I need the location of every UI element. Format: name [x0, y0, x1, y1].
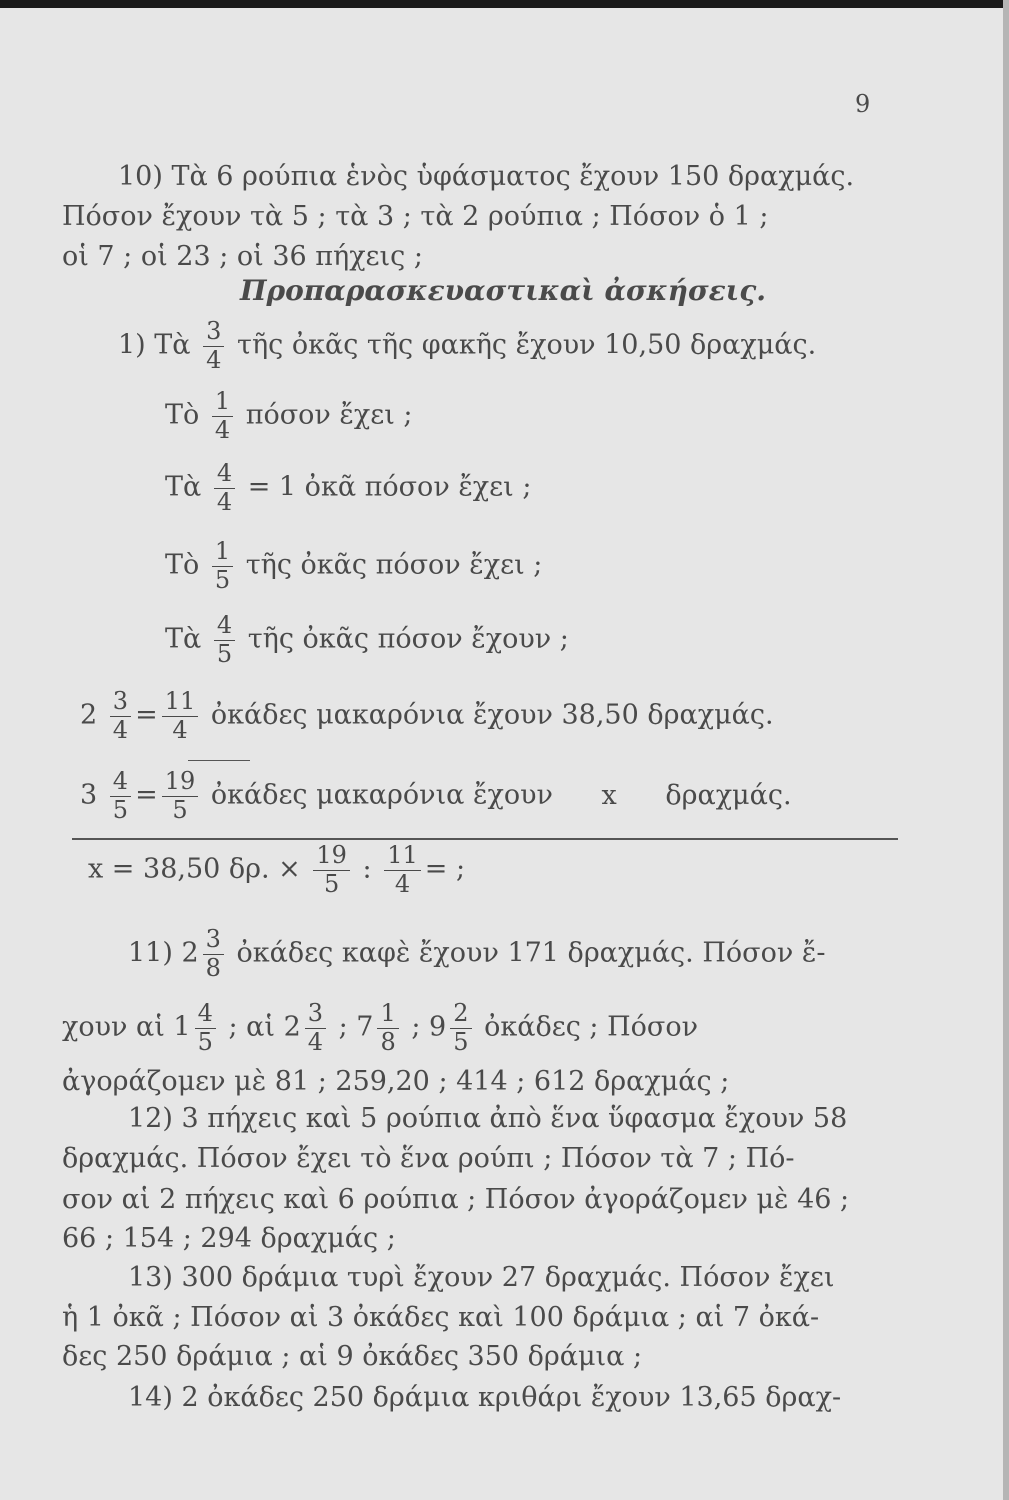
problem-11-prefix: 11) 2	[128, 937, 199, 969]
problem-11-line-2	[62, 1000, 698, 1056]
whole-number: 2	[80, 699, 98, 731]
page-number: 9	[855, 90, 871, 118]
exercise-3-text: = 1 ὀκᾶ πόσον ἔχει ;	[247, 471, 532, 503]
fraction	[313, 842, 350, 898]
equation-1: 2 $\frac{3}{4}$ = $\frac{11}{4}$ ὀκάδες μακαρόνια ἔχουν 38,50 δραχμάς.	[80, 687, 774, 744]
fraction	[384, 842, 421, 898]
equation-1-text: ὀκάδες μακαρόνια ἔχουν 38,50 δραχμάς.	[210, 699, 774, 731]
exercise-4-prefix: Τὸ	[165, 549, 200, 581]
exercise-4	[165, 538, 542, 594]
whole-number: 3	[80, 779, 98, 811]
denominator: 5	[112, 795, 129, 824]
unknown-x: x	[601, 779, 617, 811]
divider-rule	[72, 838, 898, 840]
exercise-3	[165, 460, 531, 516]
denominator: 5	[453, 1027, 469, 1056]
exercise-5-prefix: Τὰ	[165, 623, 202, 655]
fraction	[305, 1000, 326, 1056]
result-lhs: x = 38,50 δρ. ×	[88, 853, 301, 885]
numerator: 4	[195, 1000, 216, 1029]
section-title: Προπαρασκευαστικαὶ ἀσκήσεις.	[240, 274, 766, 307]
scan-right-edge	[1003, 0, 1009, 1500]
problem-12-line-2: δραχμάς. Πόσον ἔχει τὸ ἕνα ρούπι ; Πόσον τὰ 7 ; Πό-	[62, 1143, 795, 1174]
exercise-2	[165, 388, 413, 444]
numerator: 1	[212, 538, 233, 567]
scan-top-border	[0, 0, 1009, 8]
numerator: 11	[384, 842, 421, 871]
denominator: 5	[216, 639, 233, 668]
denominator: 4	[216, 487, 233, 516]
exercise-3-prefix: Τὰ	[165, 471, 202, 503]
exercise-1	[118, 318, 816, 374]
numerator: 2	[450, 1000, 471, 1029]
problem-14-line-1: 14) 2 ὀκάδες 250 δράμια κριθάρι ἔχουν 13,65 δραχ-	[128, 1382, 842, 1413]
fraction	[212, 538, 233, 594]
problem-11-seg-c: ; 7	[338, 1011, 374, 1043]
problem-10-line-1: 10) Τὰ 6 ρούπια ἑνὸς ὑφάσματος ἔχουν 150 δραχμάς.	[118, 161, 855, 192]
problem-11-text: ὀκάδες καφὲ ἔχουν 171 δραχμάς. Πόσον ἔ-	[236, 937, 826, 969]
problem-13-line-1: 13) 300 δράμια τυρὶ ἔχουν 27 δραχμάς. Πόσον ἔχει	[128, 1262, 835, 1293]
exercise-2-prefix: Τὸ	[165, 399, 200, 431]
exercise-2-text: πόσον ἔχει ;	[245, 399, 413, 431]
divider-short	[188, 760, 250, 761]
denominator: 5	[324, 869, 340, 898]
fraction	[212, 388, 233, 444]
fraction	[203, 926, 224, 982]
fraction	[162, 768, 199, 824]
problem-11-seg-d: ; 9	[411, 1011, 447, 1043]
numerator: 1	[377, 1000, 398, 1029]
problem-11-seg-b: ; αἱ 2	[228, 1011, 301, 1043]
numerator: 19	[162, 768, 199, 797]
numerator: 3	[110, 688, 131, 717]
problem-10-line-2: Πόσον ἔχουν τὰ 5 ; τὰ 3 ; τὰ 2 ρούπια ; Πόσον ὁ 1 ;	[62, 201, 769, 232]
exercise-5	[165, 612, 569, 668]
denominator: 8	[380, 1027, 396, 1056]
denominator: 4	[394, 869, 411, 898]
fraction	[162, 688, 199, 744]
fraction	[377, 1000, 398, 1056]
problem-12-line-4: 66 ; 154 ; 294 δραχμάς ;	[62, 1223, 396, 1254]
fraction	[110, 768, 131, 824]
denominator: 4	[214, 415, 231, 444]
denominator: 4	[172, 715, 188, 744]
denominator: 5	[214, 565, 231, 594]
fraction	[203, 318, 224, 374]
numerator: 4	[110, 768, 131, 797]
denominator: 4	[112, 715, 129, 744]
equation-2-unit: δραχμάς.	[665, 779, 792, 811]
fraction	[195, 1000, 216, 1056]
denominator: 4	[307, 1027, 324, 1056]
problem-11-seg-a: χουν αἱ 1	[62, 1011, 191, 1043]
denominator: 4	[206, 345, 222, 374]
equation-2-text: ὀκάδες μακαρόνια ἔχουν	[210, 779, 553, 811]
problem-13-line-2: ἡ 1 ὀκᾶ ; Πόσον αἱ 3 ὀκάδες καὶ 100 δράμια ; αἱ 7 ὀκά-	[62, 1302, 820, 1333]
numerator: 3	[305, 1000, 326, 1029]
exercise-4-text: τῆς ὀκᾶς πόσον ἔχει ;	[245, 549, 543, 581]
problem-11-line-3: ἀγοράζομεν μὲ 81 ; 259,20 ; 414 ; 612 δραχμάς ;	[62, 1066, 730, 1097]
numerator: 3	[203, 318, 224, 347]
problem-12-line-3: σον αἱ 2 πήχεις καὶ 6 ρούπια ; Πόσον ἀγοράζομεν μὲ 46 ;	[62, 1184, 850, 1215]
denominator: 5	[197, 1027, 213, 1056]
result-equation	[88, 842, 465, 898]
problem-11-line-1	[128, 926, 825, 982]
numerator: 1	[212, 388, 233, 417]
fraction	[110, 688, 131, 744]
result-end: = ;	[424, 853, 466, 885]
problem-11-seg-e: ὀκάδες ; Πόσον	[484, 1011, 698, 1043]
problem-12-line-1: 12) 3 πήχεις καὶ 5 ρούπια ἀπὸ ἕνα ὕφασμα ἔχουν 58	[128, 1103, 848, 1134]
problem-10-line-3: οἱ 7 ; οἱ 23 ; οἱ 36 πήχεις ;	[62, 241, 423, 272]
equation-2: 3 $\frac{4}{5}$ = $\frac{19}{5}$ ὀκάδες μακαρόνια ἔχουν x δραχμάς.	[80, 767, 792, 824]
denominator: 5	[172, 795, 188, 824]
numerator: 4	[214, 612, 235, 641]
fraction	[214, 460, 235, 516]
fraction	[450, 1000, 471, 1056]
numerator: 3	[203, 926, 224, 955]
fraction	[214, 612, 235, 668]
exercise-5-text: τῆς ὀκᾶς πόσον ἔχουν ;	[247, 623, 569, 655]
problem-13-line-3: δες 250 δράμια ; αἱ 9 ὀκάδες 350 δράμια ;	[62, 1341, 643, 1372]
exercise-1-text: τῆς ὀκᾶς τῆς φακῆς ἔχουν 10,50 δραχμάς.	[237, 329, 817, 361]
numerator: 11	[162, 688, 199, 717]
exercise-1-prefix: 1) Τὰ	[118, 329, 191, 361]
numerator: 19	[313, 842, 350, 871]
denominator: 8	[205, 953, 221, 982]
result-colon: :	[362, 853, 372, 885]
numerator: 4	[214, 460, 235, 489]
